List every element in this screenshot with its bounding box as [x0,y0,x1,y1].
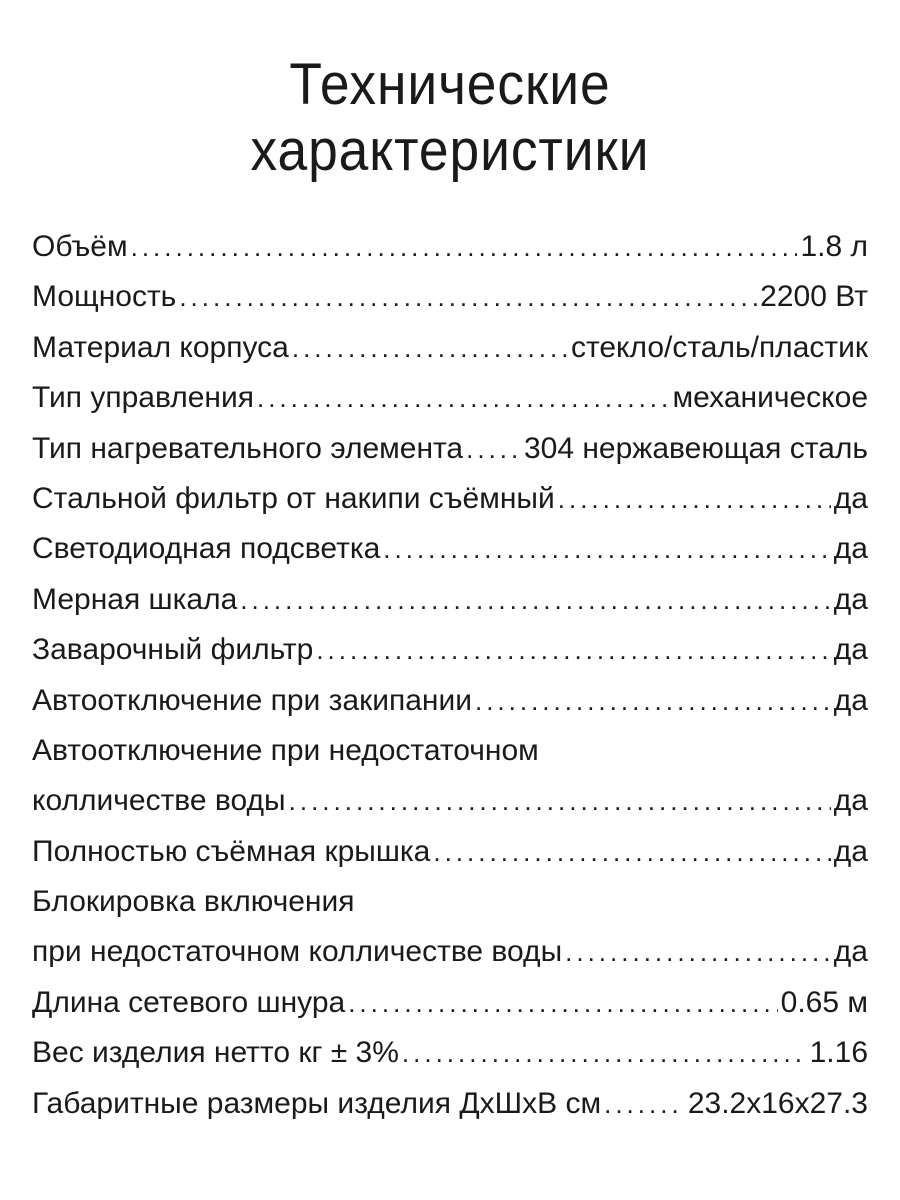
spec-row-dimensions [32,1079,868,1129]
spec-value: 304 нержавеющая сталь [523,431,868,465]
dot-leader [433,827,830,877]
spec-label: Объём [32,230,128,263]
spec-value: да [833,784,868,818]
spec-row-removable-lid [32,827,868,877]
dot-leader [179,272,757,322]
spec-label: Мерная шкала [32,582,238,616]
spec-value: да [833,532,868,566]
spec-label: Тип управления [32,381,254,415]
spec-row-body-material [32,323,868,373]
dot-leader [348,978,777,1028]
dot-leader [604,1079,685,1129]
spec-row-volume [32,222,868,272]
spec-value: 1.8 л [800,230,868,263]
spec-value: да [833,834,868,868]
spec-value: 2200 Вт [760,280,868,314]
spec-label: Материал корпуса [32,330,289,364]
spec-value: стекло/сталь/пластик [570,330,868,364]
spec-label: Автоотключение при закипании [32,683,472,717]
spec-label: Полностью съёмная крышка [32,834,431,868]
spec-list [32,222,868,1129]
spec-label: Блокировка включения [32,885,355,919]
spec-row-scale-filter [32,474,868,524]
spec-value: 23.2х16х27.3 [687,1086,868,1120]
spec-value: да [833,935,868,969]
dot-leader [466,424,521,474]
spec-label: Заварочный фильтр [32,633,314,667]
spec-value: да [833,683,868,717]
spec-row-heating-element [32,424,868,474]
dot-leader [316,625,830,675]
dot-leader [475,676,831,726]
spec-row-power [32,272,868,322]
dot-leader [383,524,831,574]
spec-value: 0.65 м [780,985,868,1019]
spec-row-brewing-filter [32,625,868,675]
spec-label: Мощность [32,280,177,314]
spec-label: Стальной фильтр от накипи съёмный [32,481,555,515]
title-line-1: Технические [289,52,611,117]
spec-row-control-type [32,373,868,423]
spec-row-lockout-line1 [32,877,868,927]
spec-value: да [833,582,868,616]
spec-label: Светодиодная подсветка [32,532,381,566]
spec-row-auto-off-boil [32,676,868,726]
dot-leader [292,323,568,373]
dot-leader [289,776,831,826]
spec-row-auto-off-low-water-line1 [32,726,868,776]
spec-label: Автоотключение при недостаточном [32,733,539,767]
dot-leader [240,575,831,625]
spec-label: Вес изделия нетто кг ± 3% [32,1036,399,1070]
title-line-2: характеристики [250,118,650,183]
dot-leader [257,373,670,423]
spec-row-cord-length [32,978,868,1028]
dot-leader [131,222,798,272]
spec-row-lockout [32,927,868,977]
spec-row-measuring-scale [32,575,868,625]
spec-label: Тип нагревательного элемента [32,431,464,465]
spec-label: при недостаточном колличестве воды [32,935,563,969]
spec-value: да [833,633,868,667]
spec-row-net-weight [32,1028,868,1078]
spec-label: Длина сетевого шнура [32,985,346,1019]
spec-label: Габаритные размеры изделия ДхШхВ см [32,1086,602,1120]
spec-row-auto-off-low-water [32,776,868,826]
spec-value: механическое [672,381,868,415]
dot-leader [558,474,831,524]
spec-label: колличестве воды [32,784,286,818]
spec-row-led-backlight [32,524,868,574]
dot-leader [565,927,831,977]
spec-value: да [833,481,868,515]
spec-value: 1.16 [809,1036,868,1070]
dot-leader [402,1028,807,1078]
page-title [36,52,864,184]
